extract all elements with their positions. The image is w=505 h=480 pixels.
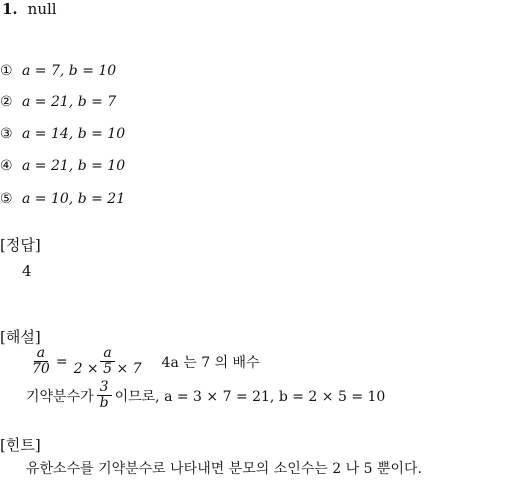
explanation-line-2-suffix: 이므로, a = 3 × 7 = 21, b = 2 × 5 = 10	[114, 388, 386, 405]
choice-marker: ②	[0, 94, 13, 110]
question-number: 1.	[2, 0, 18, 18]
equals-sign: =	[55, 353, 68, 370]
hint-label: [힌트]	[0, 436, 41, 454]
choice-marker: ⑤	[0, 191, 13, 207]
choice-4[interactable]	[0, 157, 125, 175]
choice-3[interactable]	[0, 125, 125, 143]
answer-value: 4	[22, 262, 32, 280]
fraction-factored: $\frac{a}{2 \times 5 \times 7}$	[73, 345, 142, 377]
fraction-a-over-70: $\frac{a}{70}$	[32, 345, 50, 377]
fraction-3-over-b: $\frac{3}{b}$	[97, 380, 112, 411]
explanation-line-1-tail: 4a 는 7 의 배수	[161, 354, 260, 371]
hint-text: 유한소수를 기약분수로 나타내면 분모의 소인수는 2 나 5 뿐이다.	[26, 461, 422, 477]
choice-5[interactable]	[0, 190, 125, 208]
choice-marker: ④	[0, 158, 13, 174]
explanation-line-2	[26, 380, 385, 411]
choice-text: a = 21, b = 7	[22, 94, 117, 110]
explanation-line-1	[26, 346, 260, 377]
choice-text: a = 21, b = 10	[22, 158, 126, 174]
choice-text: a = 14, b = 10	[22, 126, 126, 142]
choice-1[interactable]	[0, 62, 116, 80]
choice-text: a = 10, b = 21	[22, 191, 126, 207]
choice-marker: ③	[0, 126, 13, 142]
explanation-label: [해설]	[0, 328, 41, 346]
question-text: null	[27, 0, 57, 18]
question-header	[2, 0, 57, 18]
choice-2[interactable]	[0, 93, 116, 111]
explanation-line-2-prefix: 기약분수가	[26, 388, 94, 405]
answer-label: [정답]	[0, 236, 41, 254]
choice-text: a = 7, b = 10	[22, 63, 117, 79]
choice-marker: ①	[0, 63, 13, 79]
